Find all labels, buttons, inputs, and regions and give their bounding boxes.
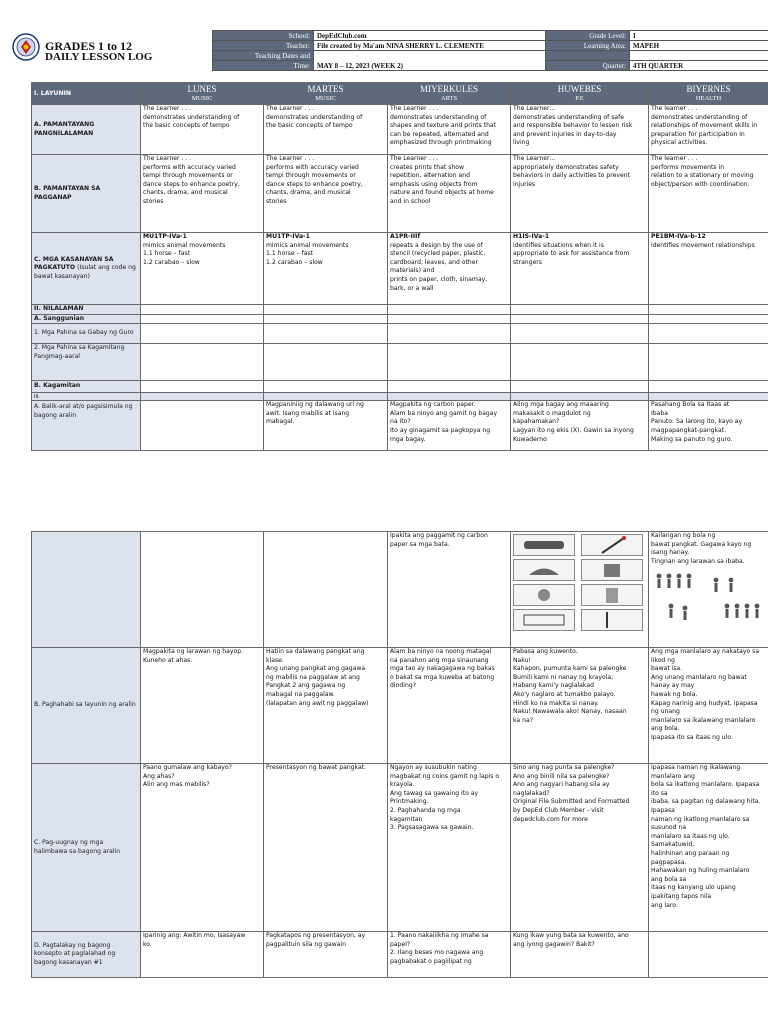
- text-line: pagpalituin sila ng gawain: [266, 940, 346, 948]
- text-line: pagpapasa.: [651, 858, 687, 866]
- pagtalakay-lunes: [141, 932, 264, 978]
- nilalaman-label: II. NILALAMAN: [32, 305, 141, 315]
- text-line: identifies movement relationships: [651, 241, 755, 249]
- text-line: Presentasyon ng bawat pangkat.: [266, 764, 367, 771]
- grade-label: Grade Level:: [546, 31, 630, 41]
- text-line: performs with accuracy varied: [143, 163, 236, 171]
- text-line: Lagyan ito ng ekis (X). Gawin sa inyong: [513, 426, 634, 434]
- grade-value: I: [630, 31, 768, 41]
- text-line: Original File Submitted and Formatted: [513, 798, 630, 806]
- text-line: bawat isa.: [651, 665, 683, 673]
- text-line: ipakitang tapos nila: [651, 892, 712, 900]
- pag-uugnay-lunes: [141, 764, 264, 932]
- pagtalakay-miyerkules: [388, 932, 511, 978]
- kasanayan-miyerkules: [388, 233, 511, 305]
- text-line: Ang mga manlalaro ay nakatayo sa: [651, 648, 760, 655]
- text-line: object/person with coordination.: [651, 180, 750, 188]
- text-line: Pangkat 2 ang gagawa ng: [266, 682, 346, 690]
- text-line: chants, drama, and musical: [143, 189, 228, 197]
- text-line: Ano ang binili nila sa palengke?: [513, 772, 610, 780]
- text-line: kagamitan: [390, 815, 423, 823]
- text-line: 2. Paghahanda ng mga: [390, 806, 461, 814]
- text-line: Magpaniniig ng dalawang uri ng: [266, 401, 364, 409]
- balik-aral-cont-miyerkules: [388, 532, 511, 648]
- text-line: the basic concepts of tempo: [266, 122, 353, 130]
- pamantayang-pangnilalaman-huwebes: [511, 105, 649, 155]
- paghahabi-biyernes: [649, 648, 768, 764]
- text-line: The Learner . . .: [266, 105, 315, 112]
- text-line: Ipapasa ito sa itaas ng ulo.: [651, 733, 733, 741]
- day-header-lunes: LUNES MUSIC: [141, 83, 264, 105]
- text-line: 1.2 carabao – slow: [143, 258, 200, 266]
- text-line: relation to a stationary or moving: [651, 172, 754, 180]
- kasanayan-biyernes: [649, 233, 768, 305]
- text-line: Making sa panuto ng guro.: [651, 435, 733, 443]
- text-line: halinhinan ang paraan ng: [651, 849, 730, 857]
- text-line: Pasahang Bola sa Itaas at: [651, 401, 730, 409]
- text-line: dance steps to enhance poetry,: [266, 180, 363, 188]
- pamantayang-pangnilalaman-martes: [264, 105, 388, 155]
- day-header-huwebes: HUWEBES P.E: [511, 83, 649, 105]
- pamantayan-sa-pagganap-lunes: [141, 155, 264, 233]
- area-label: Learning Area:: [546, 41, 630, 51]
- text-line: itaas ng kanyang ulo upang: [651, 884, 736, 892]
- paghahabi-huwebes: [511, 648, 649, 764]
- pagtalakay-biyernes: [649, 932, 768, 978]
- text-line: Printmaking.: [390, 798, 429, 806]
- text-line: likod ng: [651, 656, 675, 664]
- balik-aral-biyernes: [649, 401, 768, 451]
- text-line: Ano ang nagyari habang sila ay: [513, 781, 610, 789]
- pamantayan-sa-pagganap-miyerkules: [388, 155, 511, 233]
- text-line: bark, or a wall: [390, 284, 434, 292]
- pamantayang-pangnilalaman-miyerkules: [388, 105, 511, 155]
- text-line: Tingnan ang larawan sa ibaba.: [651, 557, 745, 565]
- text-line: ng mabilis na paggalaw at ang: [266, 673, 360, 681]
- pagtalakay-label: D. Pagtalakay ng bagong konsepto at paglalahad ng bagong kasanayan #1: [32, 932, 141, 978]
- text-line: ka na?: [513, 716, 533, 724]
- gabay-label: 1. Mga Pahina sa Gabay ng Guro: [32, 324, 141, 344]
- day-header-martes: MARTES MUSIC: [264, 83, 388, 105]
- pamantayan-sa-pagganap-label: B. PAMANTAYAN SA PAGGANAP: [32, 155, 141, 233]
- text-line: repetition, alternation and: [390, 172, 471, 180]
- text-line: demonstrates understanding of: [651, 113, 748, 121]
- text-line: stories: [266, 197, 287, 205]
- quarter-value: 4TH QUARTER: [630, 61, 768, 71]
- text-line: ang bola.: [651, 725, 680, 733]
- quarter-label: Quarter:: [546, 61, 630, 71]
- pamantayang-pangnilalaman-lunes: [141, 105, 264, 155]
- pag-uugnay-miyerkules: [388, 764, 511, 932]
- text-line: isang hanay.: [651, 549, 690, 557]
- pag-uugnay-huwebes: [511, 764, 649, 932]
- text-line: demonstrates understanding of safe: [513, 113, 625, 121]
- text-line: Bumili kami ni nanay ng krayola;: [513, 673, 614, 681]
- deped-seal-icon: [12, 33, 40, 61]
- text-line: Alam ba ninyo na noong matagal: [390, 648, 492, 655]
- paghahabi-miyerkules: [388, 648, 511, 764]
- text-line: Iparinig ang: Awitin mo, Isasayaw: [143, 932, 246, 939]
- text-line: emphasis using objects from: [390, 180, 478, 188]
- text-line: the basic concepts of tempo: [143, 122, 230, 130]
- school-label: School:: [213, 31, 314, 41]
- kagamitan-label: B. Kagamitan: [32, 381, 141, 393]
- ball-passing-cell: [649, 532, 768, 648]
- text-line: strangers: [513, 258, 542, 266]
- text-line: The Learner . . .: [143, 155, 192, 162]
- paghahabi-label: B. Paghahabi sa layunin ng aralin: [32, 648, 141, 764]
- competency-code: MU1TP-IVa-1: [143, 233, 187, 240]
- text-line: klase.: [266, 656, 284, 664]
- text-line: ang iyong gagawin? Bakit?: [513, 940, 595, 948]
- competency-code: H1IS-IVa-1: [513, 233, 550, 240]
- text-line: Ang unang manlalaro ng bawat: [651, 673, 747, 681]
- text-line: repeats a design by the use of: [390, 241, 483, 249]
- header-title: GRADES 1 to 12: [45, 39, 133, 53]
- text-line: Pagkatapos ng presentasyon, ay: [266, 932, 366, 939]
- text-line: chants, drama, and musical: [266, 189, 351, 197]
- text-line: na panahon ang mga sinaunang: [390, 656, 489, 664]
- text-line: ibaba, sa pagitan ng dalawang hita.: [651, 798, 761, 806]
- text-line: naglalakad?: [513, 789, 550, 797]
- text-line: and prevent injuries in day-to-day: [513, 130, 617, 138]
- text-line: Kahapon, pumunta kami sa palengke: [513, 665, 627, 673]
- lesson-table-page-2: [31, 531, 768, 978]
- text-line: physical activities.: [651, 139, 708, 147]
- text-line: depedclub.com for more: [513, 815, 588, 823]
- pagtalakay-martes: [264, 932, 388, 978]
- text-line: Ibaba: [651, 409, 669, 417]
- text-line: The Learner…: [513, 105, 556, 112]
- text-line: Habang kami'y naglalakad: [513, 682, 594, 690]
- text-line: Aling mga bagay ang maaaring: [513, 401, 609, 409]
- lesson-table-page-1: [31, 82, 768, 451]
- text-line: magpapangkat-pangkat.: [651, 426, 727, 434]
- text-line: identifies situations when it is: [513, 241, 604, 249]
- text-line: The Learner . . .: [390, 155, 439, 162]
- text-line: Pabasa ang kuwento.: [513, 648, 578, 655]
- header-info-right: [545, 30, 768, 71]
- kasanayan-label: C. MGA KASANAYAN SA PAGKATUTO (Isulat ang code ng bawat kasanayan): [32, 233, 141, 305]
- pamantayan-sa-pagganap-martes: [264, 155, 388, 233]
- text-line: stencil (recycled paper, plastic,: [390, 250, 486, 258]
- text-line: Hindi ko na makita si nanay.: [513, 699, 599, 707]
- text-line: demonstrates understanding of: [143, 113, 240, 121]
- text-line: 1.1 horse – fast: [266, 250, 314, 258]
- text-line: emphasized through printmaking: [390, 139, 492, 147]
- school-value: DepEdClub.com: [314, 31, 546, 41]
- text-line: preparation for participation in: [651, 130, 745, 138]
- text-line: ng unang: [651, 708, 680, 716]
- sanggunian-label: A. Sanggunian: [32, 314, 141, 324]
- text-line: Kung ikaw yung bata sa kuwento, ano: [513, 932, 629, 939]
- text-line: ang bola sa: [651, 875, 687, 883]
- balik-aral-huwebes: [511, 401, 649, 451]
- text-line: The Learner . . .: [390, 105, 439, 112]
- text-line: makasakit o magdulot ng: [513, 409, 591, 417]
- text-line: awit. Isang mabilis at isang: [266, 409, 350, 417]
- text-line: na ito?: [390, 418, 411, 426]
- text-line: Sino ang nag punta sa palengke?: [513, 764, 615, 771]
- text-line: paper sa mga bata.: [390, 540, 450, 548]
- text-line: Ang ahas?: [143, 772, 175, 780]
- competency-code: PE1BM-IVa-b-12: [651, 233, 706, 240]
- balik-aral-martes: [264, 401, 388, 451]
- text-line: materials) and: [390, 267, 435, 275]
- text-line: Naku! Nawawala ako! Nanay, nasaan: [513, 708, 627, 716]
- time-label-2: Time:: [213, 61, 314, 71]
- text-line: Ipapasa naman ng ikalawang: [651, 764, 741, 771]
- text-line: The Learner . . .: [266, 155, 315, 162]
- text-line: mimics animal movements: [143, 241, 226, 249]
- text-line: demonstrates understanding of: [266, 113, 363, 121]
- balik-aral-miyerkules: [388, 401, 511, 451]
- text-line: 2. Ilang beses mo nagawa ang: [390, 949, 484, 957]
- text-line: 1.1 horse – fast: [143, 250, 191, 258]
- text-line: Hahawakan ng huling manlalaro: [651, 867, 750, 875]
- pagtalakay-huwebes: [511, 932, 649, 978]
- text-line: Alin ang mas mabilis?: [143, 781, 210, 789]
- section-iii-label: III.: [32, 393, 141, 401]
- text-line: krayola.: [390, 781, 415, 789]
- text-line: appropriately demonstrates safety: [513, 163, 619, 171]
- text-line: ko.: [143, 940, 152, 948]
- text-line: Ang tawag sa gawaing ito ay: [390, 789, 479, 797]
- text-line: magbakat ng coins gamit ng lapis o: [390, 772, 500, 780]
- balik-aral-lunes: [141, 401, 264, 451]
- text-line: dance steps to enhance poetry,: [143, 180, 240, 188]
- text-line: Samakatuwid,: [651, 841, 695, 849]
- text-line: Alam ba ninyo ang gamit ng bagay: [390, 409, 498, 417]
- teacher-label: Teacher:: [213, 41, 314, 51]
- text-line: demonstrates understanding of: [390, 113, 487, 121]
- pamantayan-sa-pagganap-biyernes: [649, 155, 768, 233]
- text-line: mga tao ay nakagagawa ng bakas: [390, 665, 495, 673]
- text-line: susunod na: [651, 824, 687, 832]
- text-line: The learner . . .: [651, 105, 698, 112]
- text-line: Kailangan ng bola ng: [651, 532, 716, 539]
- pag-uugnay-biyernes: [649, 764, 768, 932]
- text-line: 1.2 carabao – slow: [266, 258, 323, 266]
- text-line: nature and found objects at home: [390, 189, 494, 197]
- pamantayan-sa-pagganap-huwebes: [511, 155, 649, 233]
- text-line: appropriate to ask for assistance from: [513, 250, 630, 258]
- kasanayan-lunes: [141, 233, 264, 305]
- text-line: mabagal.: [266, 418, 295, 426]
- text-line: papel?: [390, 940, 411, 948]
- text-line: Ito ay ginagamit sa pagkopya ng: [390, 426, 491, 434]
- header-info-left: [212, 30, 546, 71]
- text-line: mimics animal movements: [266, 241, 349, 249]
- text-line: Paano gumalaw ang kabayo?: [143, 764, 232, 771]
- text-line: performs with accuracy varied: [266, 163, 359, 171]
- text-line: manlalaro sa ikalawang manlalaro: [651, 716, 756, 724]
- text-line: The Learner…: [513, 155, 556, 162]
- text-line: Hatiin sa dalawang pangkat ang: [266, 648, 365, 655]
- text-line: and in school: [390, 197, 431, 205]
- text-line: ang laro.: [651, 901, 678, 909]
- text-line: Ako'y naglaro at tumakbo palayo.: [513, 690, 616, 698]
- balik-aral-label: A. Balik-aral at/o pagsisimula ng bagong aralin: [32, 401, 141, 451]
- hazard-objects-illustration: [511, 532, 649, 648]
- text-line: relationships of movement skills in: [651, 122, 758, 130]
- pag-uugnay-martes: [264, 764, 388, 932]
- text-line: mga bagay.: [390, 435, 426, 443]
- kasanayan-martes: [264, 233, 388, 305]
- text-line: The learner . . .: [651, 155, 698, 162]
- pamantayang-pangnilalaman-label: A. PAMANTAYANG PANGNILALAMAN: [32, 105, 141, 155]
- text-line: Kapag narinig ang hudyat, ipapasa: [651, 699, 758, 707]
- paghahabi-lunes: [141, 648, 264, 764]
- text-line: pagbabakat o pagiilipat ng: [390, 957, 472, 965]
- text-line: Magpakita ng carbon paper.: [390, 401, 476, 409]
- time-label-1: Teaching Dates and: [213, 51, 314, 61]
- text-line: mabagal na paggalaw.: [266, 690, 335, 698]
- text-line: 1. Paano nakaiiikha ng imahe sa: [390, 932, 489, 939]
- text-line: o bakat sa mga kuweba at batong: [390, 673, 495, 681]
- text-line: 3. Pagsasagawa sa gawain.: [390, 824, 474, 832]
- text-line: Magpakita ng larawan ng hayop.: [143, 648, 243, 655]
- text-line: and responsible behavior to lessen risk: [513, 122, 633, 130]
- text-line: manlalaro ang: [651, 772, 695, 780]
- text-line: The Learner . . .: [143, 105, 192, 112]
- text-line: naman ng ikatlong manlalaro sa: [651, 815, 750, 823]
- text-line: Ngayon ay susubukin nating: [390, 764, 477, 771]
- pag-uugnay-label: C. Pag-uugnay ng mga halimbawa sa bagong aralin: [32, 764, 141, 932]
- text-line: kapahamakan?: [513, 418, 560, 426]
- text-line: (lalapatan ang awit ng paggalaw): [266, 699, 369, 707]
- text-line: Kuneho at ahas.: [143, 656, 193, 664]
- text-line: shapes and texture and prints that: [390, 122, 497, 130]
- text-line: tempi through movements or: [143, 172, 233, 180]
- layunin-label: I. LAYUNIN: [32, 83, 141, 105]
- text-line: can be repeated, alternated and: [390, 130, 489, 138]
- text-line: bawat pangkat. Gagawa kayo ng: [651, 540, 752, 548]
- time-value: MAY 8 – 12, 2023 (WEEK 2): [314, 51, 546, 71]
- text-line: Kuwaderno: [513, 435, 547, 443]
- text-line: by DepEd Club Member - visit: [513, 806, 604, 814]
- ball-passing-illustration: [651, 568, 761, 628]
- text-line: Ipakita ang paggamit ng carbon: [390, 532, 488, 539]
- day-header-biyernes: BIYERNES HEALTH: [649, 83, 768, 105]
- text-line: behaviors in daily activities to prevent: [513, 172, 630, 180]
- text-line: hanay ay may: [651, 682, 695, 690]
- area-value: MAPEH: [630, 41, 768, 51]
- text-line: manlalaro sa itaas ng ulo.: [651, 832, 730, 840]
- header-subtitle: DAILY LESSON LOG: [45, 51, 153, 63]
- kagamitang-label: 2. Mga Pahina sa Kagamitang Pangmag-aaral: [32, 344, 141, 381]
- text-line: performs movements in: [651, 163, 725, 171]
- competency-code: MU1TP-IVa-1: [266, 233, 310, 240]
- text-line: creates prints that show: [390, 163, 464, 171]
- text-line: Ipapasa: [651, 806, 675, 814]
- day-header-miyerkules: MIYERKULES ARTS: [388, 83, 511, 105]
- competency-code: A1PR-IIIf: [390, 233, 421, 240]
- text-line: living: [513, 139, 530, 147]
- text-line: hawak ng bola.: [651, 690, 698, 698]
- text-line: ito sa: [651, 789, 668, 797]
- text-line: Ang unang pangkat ang gagawa: [266, 665, 366, 673]
- text-line: bola sa ikatlong manlalaro. Ipapasa: [651, 781, 760, 789]
- kasanayan-huwebes: [511, 233, 649, 305]
- text-line: tempi through movements or: [266, 172, 356, 180]
- paghahabi-martes: [264, 648, 388, 764]
- text-line: cardboard, leaves, and other: [390, 258, 479, 266]
- teacher-value: File created by Ma'am NINA SHERRY L. CLEMENTE: [314, 41, 546, 51]
- text-line: Panuto: Sa larong ito, kayo ay: [651, 418, 743, 426]
- text-line: injuries: [513, 180, 536, 188]
- text-line: Naku!: [513, 656, 531, 664]
- pamantayang-pangnilalaman-biyernes: [649, 105, 768, 155]
- text-line: dinding?: [390, 682, 416, 690]
- text-line: stories: [143, 197, 164, 205]
- text-line: prints on paper, cloth, sinamay,: [390, 275, 488, 283]
